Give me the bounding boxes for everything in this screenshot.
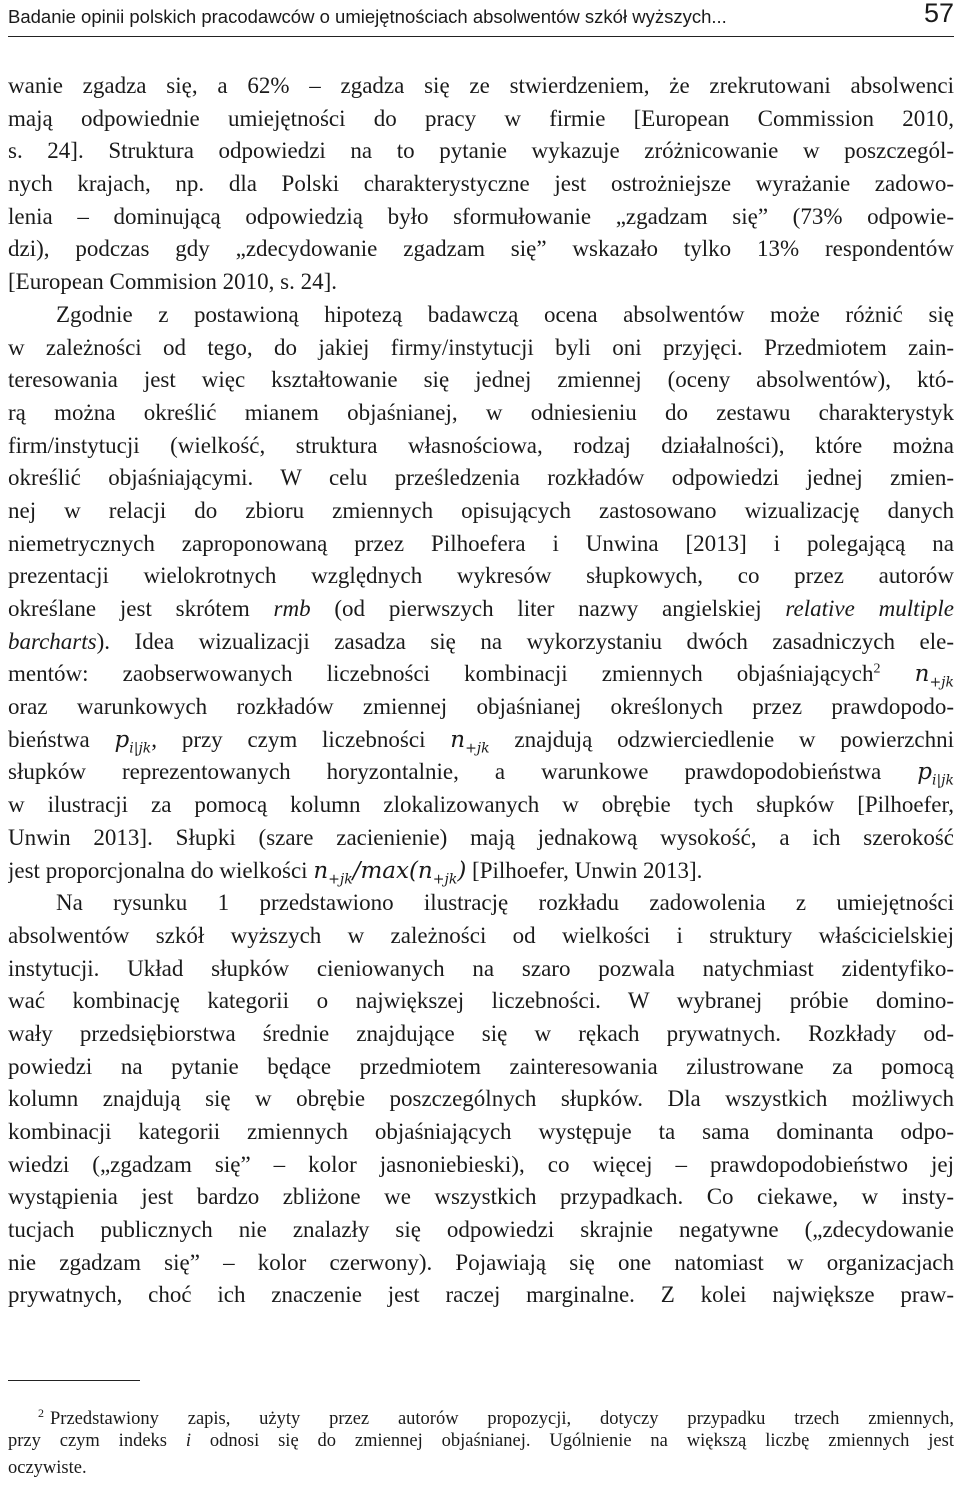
math-symbol: /max(	[352, 857, 418, 884]
math-n-plus-jk	[450, 726, 490, 757]
text-line: nej w relacji do zbioru zmiennych opisujących zastosowano wizualizację danych	[8, 497, 954, 523]
text-line: Zgodnie z postawioną hipotezą badawczą ocena absolwentów może różnić się	[56, 301, 954, 327]
math-symbol: p	[114, 726, 130, 753]
text-run: ). Idea wizualizacji zasadza się na wykorzystaniu dwóch zasadniczych ele-	[96, 628, 954, 654]
text-run: określane jest skrótem	[8, 596, 274, 621]
text-line: wały przedsiębiorstwa średnie znajdujące się w rękach prywatnych. Rozkłady od-	[8, 1020, 954, 1046]
page	[8, 0, 954, 1485]
text-line: absolwentów szkół wyższych w zależności od wielkości i struktury właścicielskiej	[8, 922, 954, 948]
math-p-ijk	[917, 759, 954, 790]
text-run: przy czym indeks	[8, 1430, 186, 1451]
text-run: [Pilhoefer, Unwin 2013].	[466, 857, 703, 883]
text-line: nie zgadzam się” – kolor czerwony). Pojawiają się one natomiast w organizacjach	[8, 1249, 954, 1275]
math-p-ijk	[114, 726, 152, 757]
math-symbol: n	[914, 661, 930, 688]
text-line: s. 24]. Struktura odpowiedzi na to pytanie wykazuje zróżnicowanie w poszczegól-	[8, 138, 954, 164]
text-line: instytucji. Układ słupków cieniowanych na szaro pozwala natychmiast zidentyfiko-	[8, 955, 954, 981]
text-line: dzi), podczas gdy „zdecydowanie zgadzam się” wskazało tylko 13% respondentów	[8, 236, 954, 262]
text-line	[8, 626, 954, 659]
math-subscript: +jk	[929, 674, 954, 691]
text-line: kombinacji kategorii zmiennych objaśniających występuje ta sama dominanta odpo-	[8, 1119, 954, 1144]
math-subscript: +jk	[432, 871, 458, 888]
text-run: odnosi się do zmiennej objaśnianej. Ugólnienie na większą liczbę zmiennych jest	[191, 1430, 954, 1451]
text-line	[8, 593, 954, 626]
emphasis-index-i: i	[185, 1430, 192, 1451]
text-line: określić objaśniającymi. W celu prześledzenia rozkładów odpowiedzi jednej zmien-	[8, 465, 954, 491]
footnote-line	[8, 1428, 954, 1456]
text-line: powiedzi na pytanie będące przedmiotem zainteresowania zilustrowane za pomocą	[8, 1053, 954, 1079]
text-line: nych krajach, np. dla Polski charakterystyczne jest ostrożniejsze wyrażanie zadowo-	[8, 171, 954, 197]
footnote-line	[8, 1400, 954, 1428]
math-symbol: p	[917, 759, 932, 786]
text-line: w zależności od tego, do jakiej firmy/instytucji byli oni przyjęci. Przedmiotem zain-	[8, 334, 954, 360]
running-title: Badanie opinii polskich pracodawców o umiejętnościach absolwentów szkół wyższych...	[8, 6, 727, 27]
math-subscript: +jk	[328, 871, 353, 888]
emphasis-rmb: rmb	[273, 596, 311, 621]
text-line: prywatnych, choć ich znaczenie jest raczej marginalne. Z kolei największe praw-	[8, 1282, 954, 1308]
text-line: rą można określić mianem objaśnianej, w odniesieniu do zestawu charakterystyk	[8, 399, 954, 425]
text-line: wystąpienia jest bardzo zbliżone we wszystkich przypadkach. Co ciekawe, w insty-	[8, 1184, 954, 1210]
text-line: lenia – dominującą odpowiedzią było sformułowanie „zgadzam się” (73% odpowie-	[8, 203, 954, 229]
math-symbol: n	[450, 726, 466, 753]
text-run: , przy czym liczebności	[151, 726, 451, 752]
running-header	[8, 2, 954, 37]
text-line: prezentacji wielokrotnych względnych wykresów słupkowych, co przez autorów	[8, 563, 954, 589]
emphasis-relative-multiple: relative multiple	[785, 596, 954, 621]
footnote-divider	[8, 1380, 140, 1381]
text-line	[8, 658, 954, 691]
text-line: firm/instytucji (wielkość, struktura własnościowa, rodzaj działalności), które można	[8, 432, 954, 458]
text-line: tucjach publicznych nie znalazły się odpowiedzi skrajnie negatywne („zdecydowanie	[8, 1217, 954, 1243]
text-run: znajdują odzwierciedlenie w powierzchni	[489, 726, 954, 752]
text-line: Na rysunku 1 przedstawiono ilustrację rozkładu zadowolenia z umiejętności	[56, 890, 954, 916]
text-line	[8, 855, 954, 888]
page-number: 57	[923, 0, 954, 28]
math-symbol: n	[313, 857, 329, 884]
text-line: [European Commision 2010, s. 24].	[8, 269, 337, 295]
text-line	[8, 756, 954, 789]
footnote-marker: 2	[38, 1406, 44, 1420]
math-symbol: n	[417, 857, 433, 884]
footnote-ref: 2	[873, 661, 881, 677]
text-run: (od pierwszych liter nazwy angielskiej	[310, 596, 786, 621]
text-line: wiedzi („zgadzam się” – kolor jasnoniebieski), co więcej – prawdopodobieństwo jej	[8, 1151, 954, 1177]
math-symbol: )	[457, 857, 467, 884]
footnote-line: oczywiste.	[8, 1458, 87, 1478]
text-line: Unwin 2013]. Słupki (szare zacienienie) mają jednakową wysokość, a ich szerokość	[8, 824, 954, 850]
math-n-plus-jk	[914, 661, 954, 691]
text-line: mają odpowiednie umiejętności do pracy w firmie [European Commission 2010,	[8, 105, 954, 131]
math-subscript: i|jk	[129, 740, 152, 757]
math-ratio	[313, 857, 467, 888]
text-line	[8, 724, 954, 757]
math-subscript: i|jk	[931, 773, 954, 790]
text-run: mentów: zaobserwowanych liczebności kombinacji zmiennych objaśniających	[8, 661, 874, 687]
text-run: Przedstawiony zapis, użyty przez autorów propozycji, dotyczy przypadku trzech zmiennych,	[50, 1409, 954, 1428]
text-run: słupków reprezentowanych horyzontalnie, a warunkowe prawdopodobieństwa	[8, 759, 918, 785]
text-line: teresowania jest więc kształtowanie się jednej zmiennej (oceny absolwentów), któ-	[8, 367, 954, 393]
math-subscript: +jk	[465, 740, 490, 757]
footnote	[8, 1400, 954, 1483]
text-run: bieństwa	[8, 726, 115, 752]
text-line: oraz warunkowych rozkładów zmiennej objaśnianej określonych przez prawdopodo-	[8, 694, 954, 720]
text-line: wanie zgadza się, a 62% – zgadza się ze stwierdzeniem, że zrekrutowani absolwenci	[8, 73, 954, 98]
text-line: kolumn znajdują się w obrębie poszczególnych słupków. Dla wszystkich możliwych	[8, 1086, 954, 1112]
text-line: w ilustracji za pomocą kolumn zlokalizowanych w obrębie tych słupków [Pilhoefer,	[8, 792, 954, 818]
emphasis-barcharts: barcharts	[8, 628, 97, 654]
text-line: wać kombinację kategorii o największej liczebności. W wybranej próbie domino-	[8, 988, 954, 1014]
body-text	[8, 70, 954, 1312]
text-run: jest proporcjonalna do wielkości	[8, 857, 314, 883]
text-line: niemetrycznych zaproponowaną przez Pilhoefera i Unwina [2013] i polegającą na	[8, 530, 954, 556]
